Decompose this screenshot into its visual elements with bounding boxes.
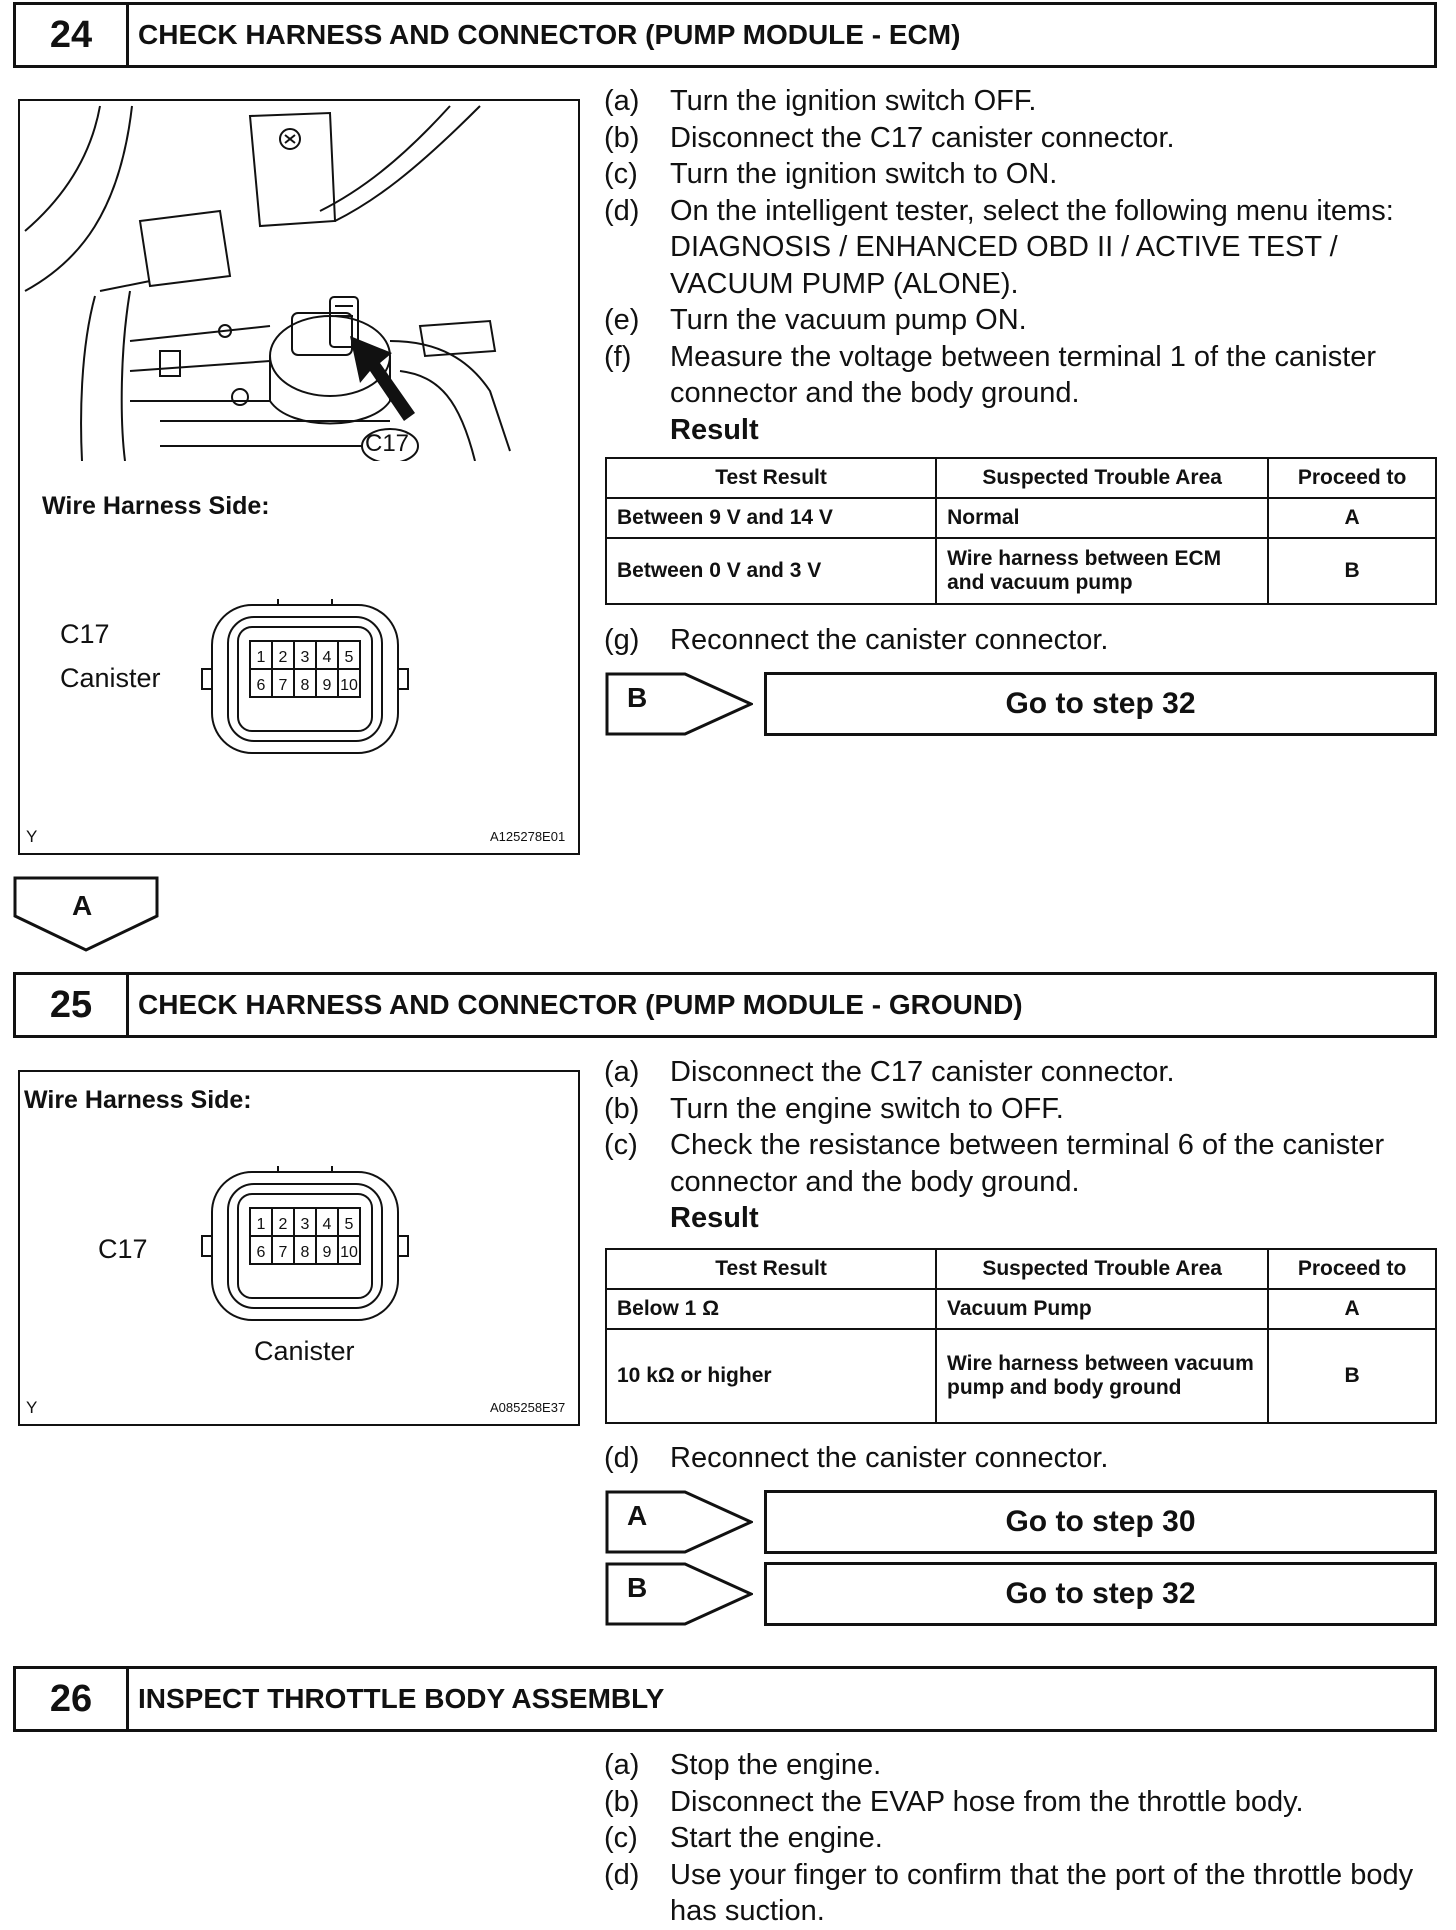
pin-label: 4 (322, 1216, 332, 1233)
table-row: Between 0 V and 3 V Wire harness between ECM and vacuum pump B (606, 538, 1436, 604)
connector-name: Canister (60, 663, 161, 693)
table-row: Below 1 Ω Vacuum Pump A (606, 1289, 1436, 1329)
pin-label: 5 (344, 1216, 354, 1233)
figure-code: A085258E37 (490, 1400, 566, 1415)
pin-label: 4 (322, 649, 332, 666)
table-row: 10 kΩ or higher Wire harness between vacuum pump and body ground B (606, 1329, 1436, 1423)
table-header: Suspected Trouble Area (936, 1249, 1268, 1289)
pin-label: 2 (278, 649, 288, 666)
result-letter: B (627, 682, 648, 713)
wire-harness-side-label: Wire Harness Side: (42, 492, 270, 520)
goto-step-button[interactable]: Go to step 32 (764, 672, 1437, 736)
instruction-item: (a) Stop the engine. (604, 1749, 882, 1781)
step-25-figure (18, 1070, 580, 1426)
instruction-item: (c) Start the engine. (604, 1822, 883, 1854)
connector-diagram (190, 1166, 420, 1326)
instruction-item: (b) Turn the engine switch to OFF. (604, 1092, 1064, 1125)
wire-harness-side-label: Wire Harness Side: (24, 1086, 252, 1114)
pin-label: 6 (256, 1244, 266, 1261)
result-letter: A (627, 1500, 648, 1531)
step-title: CHECK HARNESS AND CONNECTOR (PUMP MODULE - GROUND) (138, 989, 1023, 1020)
instruction-item: (a) Turn the ignition switch OFF. (604, 85, 1037, 117)
step-25-instructions (604, 1054, 1444, 1237)
pin-label: 1 (256, 1216, 266, 1233)
instruction-item: (b) Disconnect the C17 canister connector. (604, 121, 1175, 154)
figure-code: A125278E01 (490, 829, 566, 844)
pin-label: 1 (256, 649, 266, 666)
connector-name: Canister (254, 1336, 355, 1366)
step-title: CHECK HARNESS AND CONNECTOR (PUMP MODULE - ECM) (138, 19, 961, 50)
c17-callout-label: C17 (365, 430, 410, 457)
step-26-instructions (604, 1747, 1444, 1930)
goto-step-button[interactable]: Go to step 32 (764, 1562, 1437, 1626)
figure-corner-label: Y (26, 827, 38, 846)
step-25-result-table (605, 1248, 1437, 1424)
instruction-item: (e) Turn the vacuum pump ON. (604, 304, 1027, 336)
pin-label: 3 (300, 649, 310, 666)
pin-label: 8 (300, 1244, 310, 1261)
pin-label: 2 (278, 1216, 288, 1233)
pin-label: 10 (340, 677, 358, 694)
connector-diagram (190, 599, 420, 759)
table-header: Test Result (606, 458, 936, 498)
table-row: Between 9 V and 14 V Normal A (606, 498, 1436, 538)
pin-label: 10 (340, 1244, 358, 1261)
step-24-after-instruction: (g) Reconnect the canister connector. (604, 624, 1109, 656)
step-24-instructions (604, 83, 1444, 448)
pin-label: 7 (278, 1244, 288, 1261)
step-number: 24 (16, 5, 129, 65)
table-header: Proceed to (1268, 1249, 1436, 1289)
step-26-header (13, 1666, 1437, 1732)
pin-label: 5 (344, 649, 354, 666)
instruction-item: (c) Turn the ignition switch to ON. (604, 158, 1058, 190)
pin-label: 6 (256, 677, 266, 694)
table-header: Test Result (606, 1249, 936, 1289)
step-25-after-instruction: (d) Reconnect the canister connector. (604, 1442, 1109, 1474)
pin-label: 9 (322, 677, 332, 694)
instruction-item: (b) Disconnect the EVAP hose from the throttle body. (604, 1785, 1304, 1818)
table-header: Proceed to (1268, 458, 1436, 498)
step-25-header (13, 972, 1437, 1038)
pin-label: 8 (300, 677, 310, 694)
connector-id: C17 (98, 1234, 148, 1264)
goto-row[interactable] (605, 1490, 1437, 1554)
step-number: 25 (16, 975, 129, 1035)
instruction-item: (c) Check the resistance between terminal 6 of the canister connector and the body ground. (604, 1129, 1385, 1198)
instruction-item: (d) Use your finger to confirm that the port of the throttle body has suction. (604, 1858, 1414, 1927)
pin-label: 3 (300, 1216, 310, 1233)
step-24-result-table (605, 457, 1437, 605)
result-label: Result (670, 413, 759, 446)
connector-id: C17 (60, 619, 110, 649)
pin-label: 7 (278, 677, 288, 694)
table-header: Suspected Trouble Area (936, 458, 1268, 498)
step-number: 26 (16, 1669, 129, 1729)
step-title: INSPECT THROTTLE BODY ASSEMBLY (138, 1683, 665, 1714)
continue-a-letter: A (72, 890, 93, 921)
instruction-item: (f) Measure the voltage between terminal 1 of the canister connector and the body ground. (604, 340, 1377, 409)
goto-row[interactable] (605, 1562, 1437, 1626)
result-label: Result (670, 1202, 759, 1234)
pump-module-illustration (20, 101, 578, 461)
goto-row[interactable] (605, 672, 1437, 736)
step-24-figure (18, 99, 580, 855)
instruction-item: (d) On the intelligent tester, select the following menu items: DIAGNOSIS / ENHANCED OBD II / ACTIVE TEST / VACUUM PUMP (ALONE). (604, 194, 1394, 300)
pin-label: 9 (322, 1244, 332, 1261)
figure-corner-label: Y (26, 1398, 38, 1417)
step-24-header (13, 2, 1437, 68)
result-letter: B (627, 1572, 648, 1603)
instruction-item: (a) Disconnect the C17 canister connector. (604, 1056, 1175, 1088)
goto-step-button[interactable]: Go to step 30 (764, 1490, 1437, 1554)
